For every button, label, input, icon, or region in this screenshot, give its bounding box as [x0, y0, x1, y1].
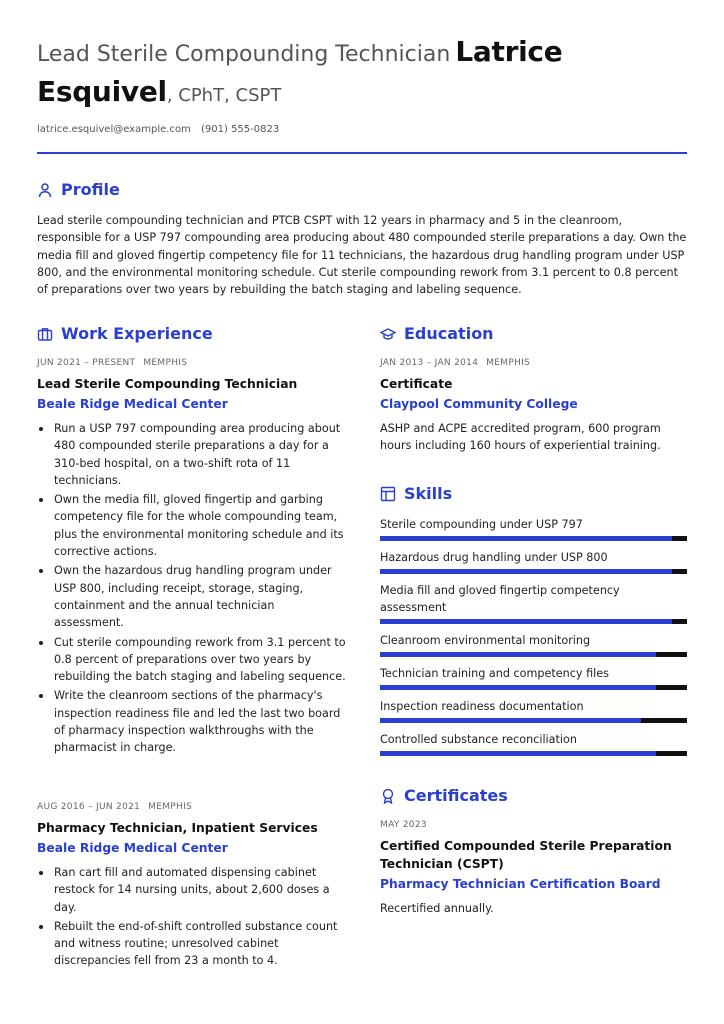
job-entry [37, 358, 347, 759]
skill-label: Media fill and gloved fingertip competency assessment [380, 584, 620, 614]
skill-level-fill [380, 536, 672, 541]
skill-level-fill [380, 685, 656, 690]
skill-level-bar [380, 685, 687, 690]
skill-level-bar [380, 652, 687, 657]
email-link[interactable]: latrice.esquivel@example.com [37, 124, 191, 135]
education-entry [380, 358, 687, 455]
skill-label: Controlled substance reconciliation [380, 733, 577, 746]
bullet-item: Rebuilt the end-of-shift controlled substance count and witness routine; unresolved cabinet discrepancies fell from 23 a month to 4. [37, 918, 347, 970]
education-detail: ASHP and ACPE accredited program, 600 program hours including 160 hours of experiential training. [380, 422, 661, 453]
bullet-item: Ran cart fill and automated dispensing cabinet restock for 14 nursing units, about 2,600 doses a day. [37, 864, 347, 916]
job-meta: JUN 2021 – PRESENT MEMPHIS [37, 358, 188, 368]
profile-summary: Lead sterile compounding technician and PTCB CSPT with 12 years in pharmacy and 5 in the cleanroom, responsible for a USP 797 compounding area producing about 480 compounded sterile preparations a day. Own the media fill and gloved fingertip competency file for 11 technicians, the hazardous drug handling program under USP 800, and the environmental monitoring schedule. Cut sterile compounding rework from 3.1 percent to 0.8 percent of preparations over two years by rebuilding the batch staging and labeling sequence. [37, 214, 687, 297]
skill-item [380, 632, 687, 657]
skill-level-bar [380, 569, 687, 574]
skill-item [380, 731, 687, 756]
degree: Certificate [380, 377, 453, 391]
skill-item [380, 698, 687, 723]
work-experience-heading: Work Experience [37, 324, 213, 343]
skill-label: Technician training and competency files [380, 667, 609, 680]
resume-title [37, 34, 677, 114]
skills-heading: Skills [380, 484, 452, 503]
certificate-issuer: Pharmacy Technician Certification Board [380, 877, 661, 891]
skill-level-fill [380, 569, 672, 574]
job-meta: AUG 2016 – JUN 2021 MEMPHIS [37, 802, 193, 812]
layout-icon [380, 486, 396, 502]
job-title: Pharmacy Technician, Inpatient Services [37, 821, 318, 835]
skill-label: Sterile compounding under USP 797 [380, 518, 583, 531]
skill-item [380, 582, 687, 624]
bullet-item: Cut sterile compounding rework from 3.1 percent to 0.8 percent of preparations over two years by rebuilding the batch staging and labeling sequence. [37, 634, 347, 686]
certificate-note: Recertified annually. [380, 902, 494, 915]
skill-item [380, 549, 687, 574]
job-title: Lead Sterile Compounding Technician [37, 377, 298, 391]
skill-level-fill [380, 751, 656, 756]
job-entry [37, 802, 347, 972]
graduation-cap-icon [380, 326, 396, 342]
skill-level-bar [380, 619, 687, 624]
job-title: Lead Sterile Compounding Technician [37, 42, 451, 67]
skills-list [380, 516, 687, 764]
school: Claypool Community College [380, 397, 578, 411]
skill-level-bar [380, 751, 687, 756]
award-icon [380, 788, 396, 804]
contact-line [37, 124, 279, 135]
skill-level-bar [380, 718, 687, 723]
certificates-heading: Certificates [380, 786, 508, 805]
person-icon [37, 182, 53, 198]
credentials: , CPhT, CSPT [166, 85, 282, 106]
candidate-name: Latrice Esquivel [37, 35, 563, 108]
education-heading: Education [380, 324, 494, 343]
skill-item [380, 516, 687, 541]
skill-item [380, 665, 687, 690]
briefcase-icon [37, 326, 53, 342]
certificate-date: MAY 2023 [380, 820, 427, 830]
bullet-item: Own the hazardous drug handling program under USP 800, including receipt, storage, staging, containment and the annual technician assessment. [37, 562, 347, 631]
skill-level-bar [380, 536, 687, 541]
header-divider [37, 152, 687, 154]
bullet-item: Run a USP 797 compounding area producing about 480 compounded sterile preparations a day for a 310-bed hospital, on a two-shift rota of 11 technicians. [37, 420, 347, 489]
education-meta: JAN 2013 – JAN 2014 MEMPHIS [380, 358, 531, 368]
skill-level-fill [380, 619, 672, 624]
job-bullets [37, 864, 347, 970]
profile-heading: Profile [37, 180, 120, 199]
skill-level-fill [380, 718, 641, 723]
employer: Beale Ridge Medical Center [37, 841, 228, 855]
skill-level-fill [380, 652, 656, 657]
skill-label: Cleanroom environmental monitoring [380, 634, 591, 647]
job-bullets [37, 420, 347, 757]
skill-label: Inspection readiness documentation [380, 700, 584, 713]
bullet-item: Write the cleanroom sections of the pharmacy's inspection readiness file and led the last two board of pharmacy inspection walkthroughs with the pharmacist in charge. [37, 687, 347, 756]
phone-number: (901) 555-0823 [201, 124, 280, 135]
bullet-item: Own the media fill, gloved fingertip and garbing competency file for the whole compounding team, plus the environmental monitoring schedule and its corrective actions. [37, 491, 347, 560]
certificate-title: Certified Compounded Sterile Preparation Technician (CSPT) [380, 839, 672, 871]
skill-label: Hazardous drug handling under USP 800 [380, 551, 608, 564]
certificate-entry [380, 820, 687, 917]
employer: Beale Ridge Medical Center [37, 397, 228, 411]
